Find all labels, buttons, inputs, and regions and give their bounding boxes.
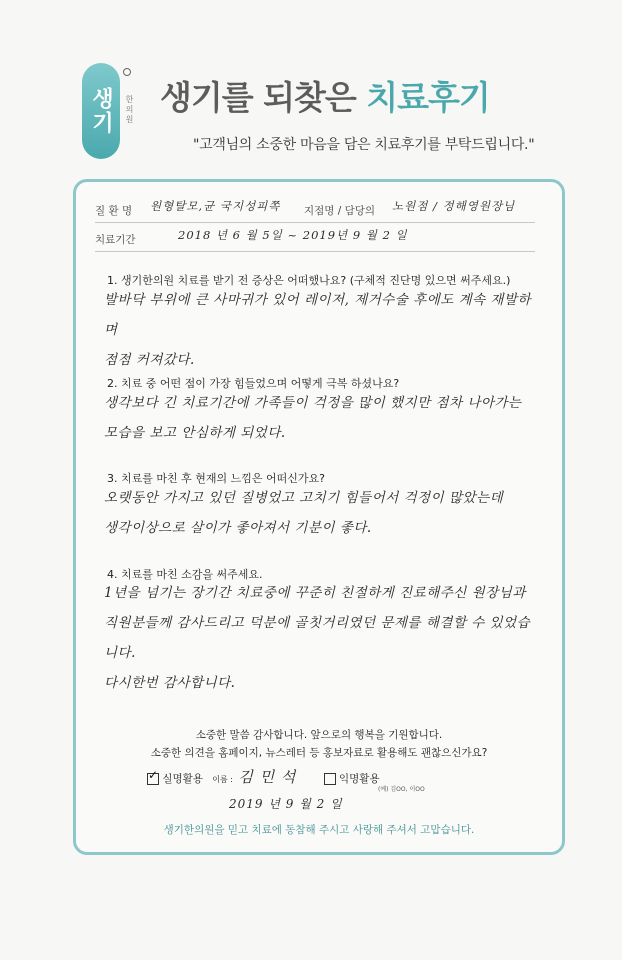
answer-line: 생각이상으로 살이가 좋아져서 기분이 좋다.: [104, 520, 372, 536]
question-3: 3. 치료를 마친 후 현재의 느낌은 어떠신가요?: [107, 472, 325, 485]
answer-1: [104, 285, 534, 375]
answer-2: [104, 388, 534, 448]
page-title: [160, 72, 490, 119]
real-name-checkbox[interactable]: [147, 773, 159, 785]
logo-subtext: 한의원: [125, 95, 134, 125]
answer-line: 점점 커져갔다.: [104, 352, 195, 368]
answer-line: 모습을 보고 안심하게 되었다.: [104, 425, 286, 441]
anonymous-checkbox[interactable]: [324, 773, 336, 785]
disease-value: 원형탈모,균 국지성피쪽: [150, 199, 281, 213]
answer-3: [104, 483, 534, 543]
title-accent: 치료후기: [366, 78, 490, 117]
question-1: 1. 생기한의원 치료를 받기 전 증상은 어떠했나요? (구체적 진단명 있으면 써주세요.): [107, 274, 511, 287]
answer-line: 1년을 넘기는 장기간 치료중에 꾸준히 친절하게 진료해주신 원장님과: [104, 585, 526, 601]
answer-line: 직원분들께 감사드리고 덕분에 골칫거리였던 문제를 해결할 수 있었습니다.: [104, 615, 531, 661]
divider: [95, 222, 535, 223]
branch-label: 지점명 / 담당의: [304, 205, 376, 217]
thanks-text: 소중한 말씀 감사합니다. 앞으로의 행복을 기원합니다.: [195, 729, 443, 741]
example-text: (예) 김OO, 이OO: [378, 786, 425, 793]
branch-value: 노원점 / 정해영원장님: [392, 199, 516, 213]
answer-4: [104, 578, 534, 698]
question-2: 2. 치료 중 어떤 점이 가장 힘들었으며 어떻게 극복 하셨나요?: [107, 377, 400, 390]
answer-line: 생각보다 긴 치료기간에 가족들이 걱정을 많이 했지만 점차 나아가는: [104, 395, 522, 411]
consent-options: [147, 766, 380, 787]
name-value[interactable]: 김 민 석: [238, 768, 297, 786]
logo-dot-icon: [123, 68, 131, 76]
brand-logo: [82, 63, 120, 159]
footer-message: 생기한의원을 믿고 치료에 동참해 주시고 사랑해 주셔서 고맙습니다.: [163, 824, 475, 836]
period-label: 치료기간: [95, 234, 136, 246]
question-4: 4. 치료를 마친 소감을 써주세요.: [107, 568, 263, 581]
disease-label: 질 환 명: [95, 205, 133, 217]
anonymous-label: 익명활용: [339, 773, 380, 785]
divider: [95, 251, 535, 252]
answer-line: 다시한번 감사합니다.: [104, 675, 236, 691]
consent-text: 소중한 의견을 홈페이지, 뉴스레터 등 홍보자료로 활용해도 괜찮으신가요?: [150, 747, 488, 759]
page-subtitle: "고객님의 소중한 마음을 담은 치료후기를 부탁드립니다.": [193, 137, 535, 153]
answer-line: 오랫동안 가지고 있던 질병었고 고치기 힘들어서 걱정이 많았는데: [104, 490, 504, 506]
period-value: 2018 년 6 월 5일 ~ 2019년 9 월 2 일: [178, 228, 408, 242]
logo-text: 생기: [88, 87, 114, 135]
real-name-label: 실명활용: [162, 773, 203, 785]
date-value: 2019 년 9 월 2 일: [229, 797, 343, 811]
name-label: 이름 :: [212, 775, 233, 784]
title-prefix: 생기를 되찾은: [160, 78, 367, 117]
answer-line: 발바닥 부위에 큰 사마귀가 있어 레이저, 제거수술 후에도 계속 재발하며: [104, 292, 532, 338]
